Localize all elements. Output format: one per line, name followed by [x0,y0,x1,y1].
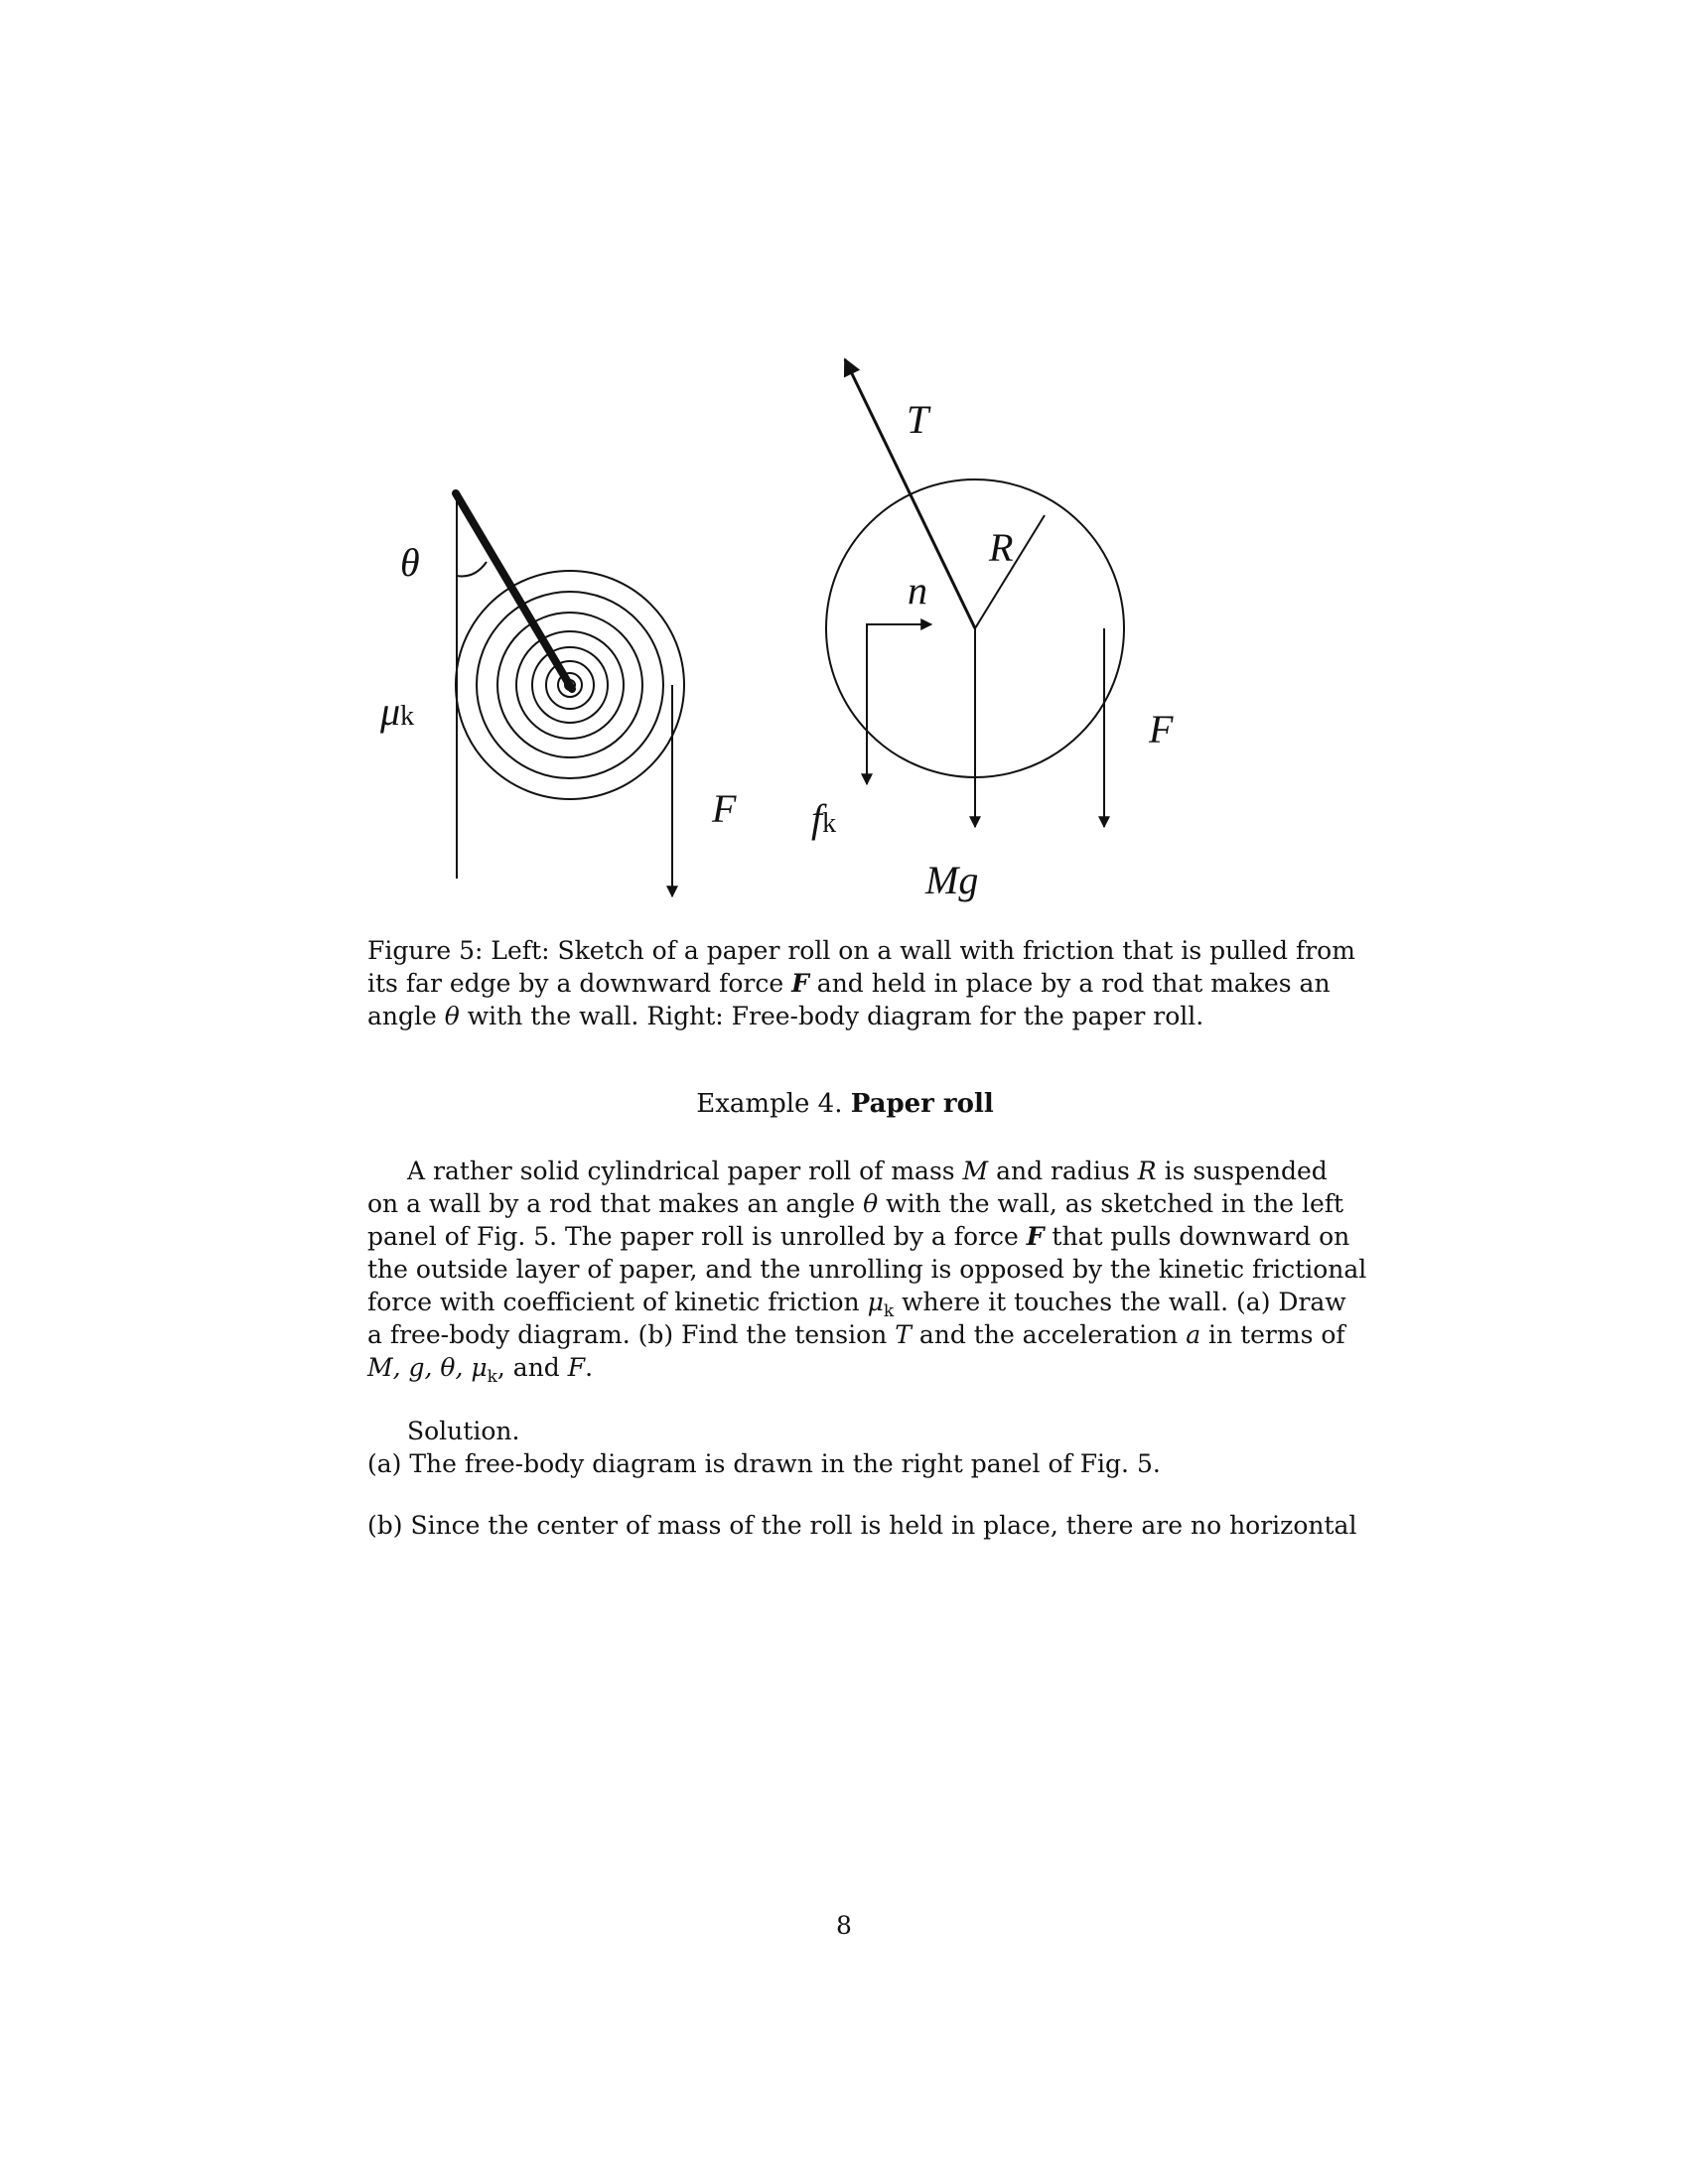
problem-statement [367,1155,1367,1387]
caption-line-1: Figure 5: Left: Sketch of a paper roll on a wall with friction that is pulled from [367,936,1355,965]
support-rod [456,493,572,689]
example-heading: Example 4. Paper roll [696,1089,994,1119]
body-line-2: on a wall by a rod that makes an angle θ with the wall, as sketched in the left [367,1189,1344,1218]
body-line-4: the outside layer of paper, and the unrolling is opposed by the kinetic frictional [367,1255,1367,1284]
mu-label: μk [380,689,415,734]
solution-label: Solution. [407,1417,520,1445]
right-panel-free-body-diagram [811,359,1174,902]
force-F-label-right: F [1149,707,1174,751]
body-line-3: panel of Fig. 5. The paper roll is unrolled by a force F that pulls downward on [367,1222,1350,1251]
solution-part-a: (a) The free-body diagram is drawn in the right panel of Fig. 5. [367,1449,1161,1478]
figure-5 [0,0,1688,993]
tension-label: T [907,397,929,442]
body-line-1: A rather solid cylindrical paper roll of mass M and radius R is suspended [407,1157,1328,1185]
angle-arc [457,562,487,576]
weight-label: Mg [925,858,979,902]
left-panel-sketch [379,491,737,896]
friction-label: fk [811,796,837,841]
body-line-6: a free-body diagram. (b) Find the tension T and the acceleration a in terms of [367,1320,1345,1349]
theta-label: θ [400,540,420,585]
solution-part-b: (b) Since the center of mass of the roll is held in place, there are no horizontal [367,1511,1357,1540]
figure-caption [367,934,1355,1032]
radius-label: R [989,525,1014,570]
spacer [367,1480,1323,1509]
page-number: 8 [836,1911,852,1940]
caption-line-3: angle θ with the wall. Right: Free-body diagram for the paper roll. [367,1002,1204,1030]
caption-line-2: its far edge by a downward force F and held in place by a rod that makes an [367,969,1331,998]
solution-block [367,1415,1357,1542]
body-line-5: force with coefficient of kinetic friction $\mu_k$ where it touches the wall. (a) Draw [367,1288,1346,1321]
force-F-label-left: F [712,786,737,831]
body-line-7: M, g, θ, $\mu_k$, and F. [367,1353,594,1387]
normal-force-label: n [908,568,927,613]
